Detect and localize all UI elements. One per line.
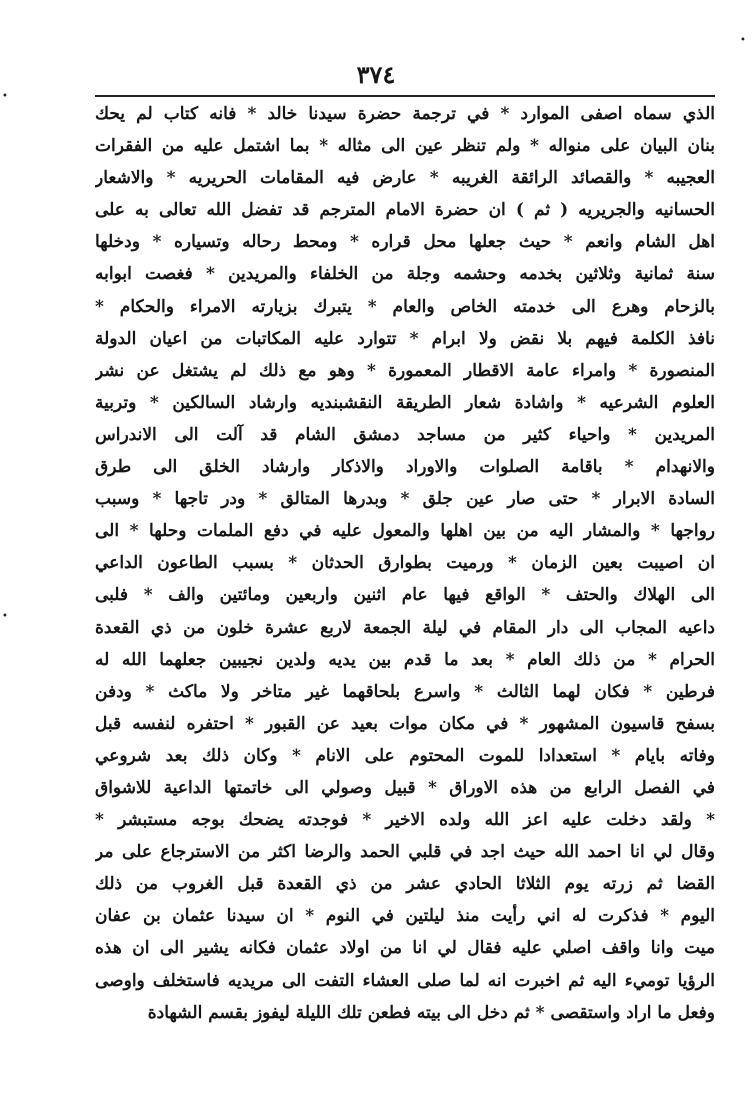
- text-line: داعيه المجاب الى دار المقام في ليلة الجمعة لاربع عشرة خلون من ذي القعدة: [95, 617, 715, 638]
- text-line: السادة الابرار * حتى صار عين جلق * وبدرها المتالق * ودر تاجها * وسبب: [95, 489, 715, 510]
- text-line: بسفح قاسيون المشهور * في مكان موات بعيد عن القبور * احتفره لنفسه قبل: [95, 713, 715, 734]
- text-line: ميت وانا واقف اصلي عليه فقال لي انا من اولاد عثمان فكانه يشير الى ان هذه: [95, 938, 715, 959]
- page-number: ٣٧٤: [356, 60, 396, 89]
- text-line: بنان البيان على منواله * ولم تنظر عين الى مثاله * بما اشتمل عليه من الفقرات: [95, 136, 715, 157]
- text-line: الى الهلاك والحتف * الواقع فيها عام اثنين واربعين ومائتين والف * فلبى: [95, 585, 715, 606]
- text-line: نافذ الكلمة فيهم بلا نقض ولا ابرام * تتوارد عليه المكاتبات من اعيان الدولة: [95, 328, 715, 349]
- text-line: المنصورة * وامراء عامة الاقطار المعمورة * وهو مع ذلك لم يشتغل عن نشر: [95, 360, 715, 381]
- text-line: والانهدام * باقامة الصلوات والاوراد والاذكار وارشاد الخلق الى طرق: [95, 457, 715, 478]
- margin-mark: •: [740, 35, 746, 46]
- text-line: العجيبه * والقصائد الرائقة الغريبه * عارض فيه المقامات الحريريه * والاشعار: [95, 168, 715, 189]
- text-line: اهل الشام وانعم * حيث جعلها محل قراره * ومحط رحاله وتسياره * ودخلها: [95, 232, 715, 253]
- body-text: [95, 98, 715, 1029]
- text-line: اليوم * فذكرت له اني رأيت منذ ليلتين في النوم * ان سيدنا عثمان بن عفان: [95, 906, 715, 927]
- text-line: الحرام * من ذلك العام * بعد ما قدم بين يديه ولدين نجيبين جعلهما الله له: [95, 649, 715, 670]
- text-line: بالزحام وهرع الى خدمته الخاص والعام * يتبرك بزيارته الامراء والحكام *: [95, 296, 715, 317]
- text-line: فرطين * فكان لهما الثالث * واسرع بلحاقهما غير متاخر ولا ماكث * ودفن: [95, 681, 715, 702]
- text-line: في الفصل الرابع من هذه الاوراق * قبيل وصولي الى خاتمتها الداعية للاشواق: [95, 777, 715, 798]
- text-line: رواجها * والمشار اليه من بين اهلها والمعول عليه في دفع الملمات وحلها * الى: [95, 521, 715, 542]
- text-line: القضا ثم زرته يوم الثلاثا الحادي عشر من ذي القعدة قبل الغروب من ذلك: [95, 874, 715, 895]
- text-line: الرؤيا توميء اليه ثم اخبرت انه لما صلى العشاء التفت الى مريديه فاستخلف واوصى: [95, 970, 715, 991]
- header-rule: [95, 95, 715, 97]
- text-line: وفعل ما اراد واستقصى * ثم دخل الى بيته فطعن تلك الليلة ليفوز بقسم الشهادة: [147, 1002, 715, 1023]
- text-line: وفاته بايام * استعدادا للموت المحتوم على الانام * وكان ذلك بعد شروعي: [95, 745, 715, 766]
- text-line: الحسانيه والجريريه ( ثم ) ان حضرة الامام المترجم قد تفضل الله تعالى به على: [95, 200, 715, 221]
- text-line: سنة ثمانية وثلاثين بخدمه وحشمه وجلة من الخلفاء والمريدين * فغصت ابوابه: [95, 264, 715, 285]
- text-line: الذي سماه اصفى الموارد * في ترجمة حضرة سيدنا خالد * فانه كتاب لم يحك: [95, 104, 715, 124]
- text-line: ان اصيبت بعين الزمان * ورميت بطوارق الحدثان * بسبب الطاعون الداعي: [95, 553, 715, 574]
- text-line: وقال لي انا احمد الله حيث اجد في قلبي الحمد والرضا اكثر من الاسترجاع على مر: [95, 842, 715, 863]
- text-line: * ولقد دخلت عليه اعز الله ولده الاخير * فوجدته يضحك بوجه مستبشر *: [95, 810, 715, 831]
- margin-mark: •: [2, 91, 8, 102]
- margin-mark: •: [2, 611, 8, 622]
- text-line: المريدين * واحياء كثير من مساجد دمشق الشام قد آلت الى الاندراس: [95, 424, 715, 445]
- text-line: العلوم الشرعيه * واشادة شعار الطريقة النقشبنديه وارشاد السالكين * وتربية: [95, 392, 715, 413]
